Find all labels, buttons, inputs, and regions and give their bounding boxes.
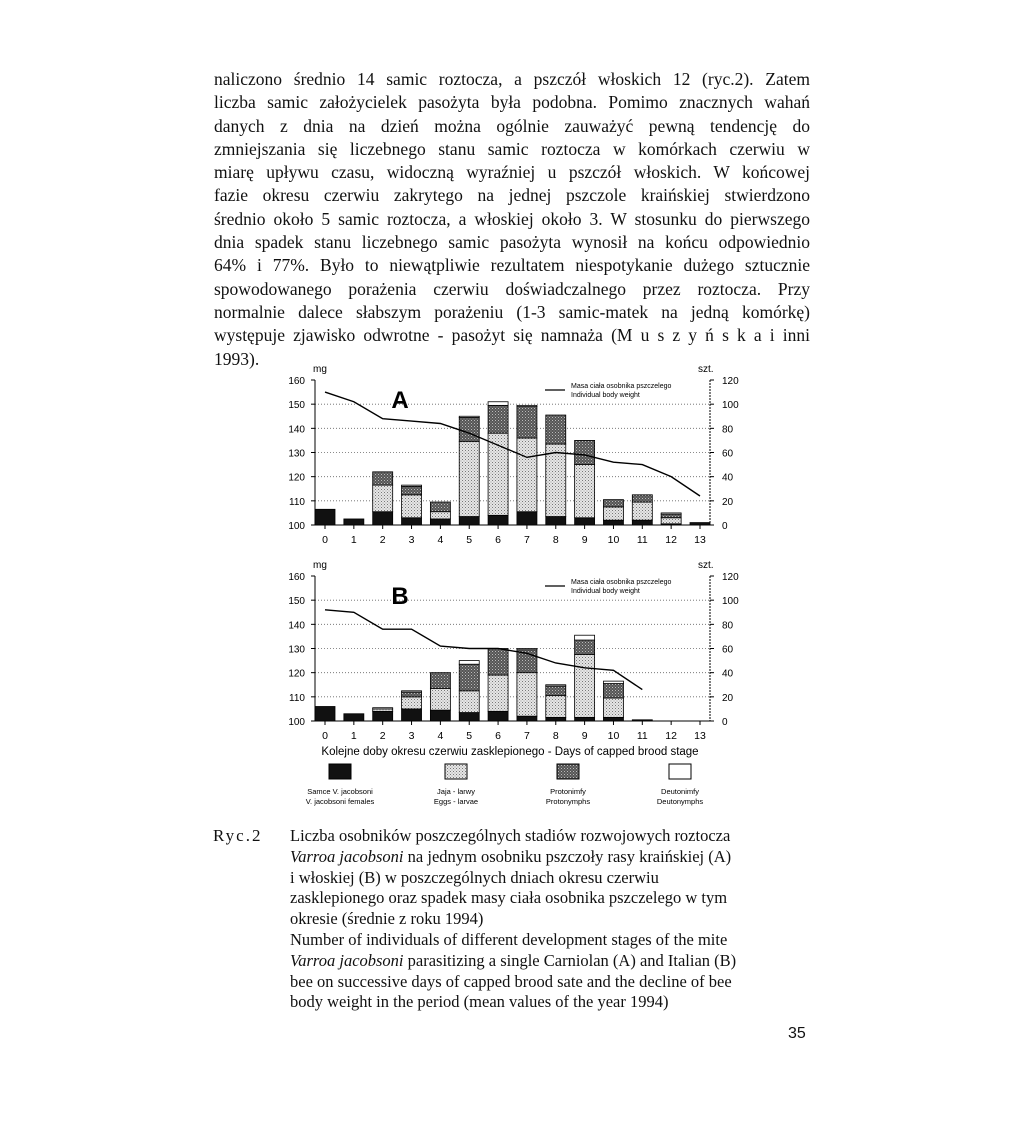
legend-label-en: V. jacobsoni females: [305, 797, 375, 806]
caption-line: [290, 826, 790, 847]
bar-segment: [632, 495, 652, 502]
paragraph-line: 64% i 77%. Było to niewątpliwie rezultatem niespotykanie dużego sztucznie: [214, 255, 810, 276]
bar-segment: [575, 717, 595, 721]
bar-segment: [459, 664, 479, 691]
left-unit-label: mg: [313, 560, 327, 571]
bar-segment: [517, 405, 537, 406]
bar-segment: [661, 518, 681, 524]
y-tick-label-right: 60: [722, 448, 734, 460]
paragraph-line: normalnie dalece słabszym porażeniu (1-3 samic-matek na jedną komórkę): [214, 301, 810, 322]
x-tick-label: 1: [350, 534, 357, 546]
paragraph-line: dnia spadek stanu liczebnego samic pasożyta wynosił na końcu odpowiednio: [214, 232, 810, 253]
bar-segment: [603, 681, 623, 683]
bar-segment: [517, 512, 537, 525]
y-tick-label-right: 20: [722, 692, 734, 704]
y-tick-label-left: 110: [289, 692, 305, 704]
bar-segment: [402, 691, 422, 692]
bar-segment: [402, 697, 422, 709]
legend-label-pl: Deutonimfy: [661, 787, 699, 796]
legend-label-pl: Jaja - larwy: [437, 787, 475, 796]
caption-line: [290, 909, 790, 930]
x-tick-label: 0: [322, 534, 328, 546]
bar-segment: [430, 673, 450, 689]
y-tick-label-left: 100: [288, 521, 305, 532]
y-tick-label-right: 120: [722, 572, 739, 583]
bar-segment: [661, 514, 681, 518]
x-tick-label: 13: [694, 534, 706, 546]
legend-line-label-pl: Masa ciała osobnika pszczelego: [571, 383, 672, 390]
bar-segment: [546, 444, 566, 516]
bar-segment: [546, 686, 566, 696]
legend-label-en: Protonymphs: [545, 797, 591, 806]
y-tick-label-left: 140: [288, 620, 305, 632]
y-tick-label-right: 0: [722, 717, 728, 728]
bar-segment: [632, 502, 652, 520]
paragraph-line: występuje zjawisko odwrotne - pasożyt się namnaża (M u s z y ń s k a i inni: [214, 325, 810, 346]
caption-text: Liczba osobników poszczególnych stadiów rozwojowych roztocza: [290, 826, 731, 845]
x-tick-label: 2: [379, 534, 386, 546]
bar-segment: [546, 517, 566, 525]
bar-segment: [402, 485, 422, 486]
bar-segment: [661, 513, 681, 514]
paragraph-line: spowodowanego porażenia czerwiu doświadczalnego przez roztocza. Przy: [214, 278, 810, 299]
y-tick-label-right: 40: [722, 668, 734, 680]
caption-text: Varroa jacobsoni: [290, 846, 404, 866]
x-tick-label: 3: [408, 730, 415, 742]
y-tick-label-right: 80: [722, 424, 734, 436]
caption-line: [290, 951, 790, 972]
caption-line: [290, 992, 790, 1013]
y-tick-label-right: 120: [722, 376, 739, 387]
caption-text: Number of individuals of different development stages of the mite: [290, 929, 728, 949]
x-tick-label: 13: [694, 730, 706, 742]
bar-segment: [488, 675, 508, 711]
bar-segment: [575, 655, 595, 718]
x-tick-label: 9: [581, 730, 588, 742]
bar-segment: [402, 709, 422, 721]
y-tick-label-left: 150: [288, 596, 305, 608]
bar-segment: [315, 707, 335, 722]
x-tick-label: 8: [552, 730, 559, 742]
x-tick-label: 9: [581, 534, 588, 546]
x-tick-label: 3: [408, 534, 415, 546]
y-tick-label-left: 150: [288, 400, 305, 412]
bar-segment: [690, 523, 710, 525]
paragraph-line: zmniejszania się liczebnego stanu samic roztocza w komórkach czerwiu w: [214, 138, 810, 159]
bar-segment: [517, 407, 537, 438]
x-tick-label: 6: [495, 730, 501, 742]
x-tick-label: 4: [437, 534, 444, 546]
x-tick-label: 10: [607, 730, 620, 742]
x-tick-label: 5: [466, 534, 473, 546]
bar-segment: [632, 520, 652, 525]
bar-segment: [430, 502, 450, 512]
bar-segment: [488, 405, 508, 433]
y-tick-label-right: 80: [722, 620, 734, 632]
x-tick-label: 12: [665, 534, 677, 546]
bar-segment: [517, 438, 537, 512]
x-tick-label: 0: [322, 730, 328, 742]
left-unit-label: mg: [313, 364, 327, 375]
bar-segment: [344, 519, 364, 525]
caption-text: zasklepionego oraz spadek masy ciała osobnika pszczelego w tym: [290, 888, 728, 908]
legend-label-en: Deutonymphs: [656, 797, 704, 806]
bar-segment: [373, 512, 393, 525]
bar-segment: [459, 417, 479, 441]
right-unit-label: szt.: [698, 560, 714, 571]
bar-segment: [517, 673, 537, 717]
y-tick-label-left: 120: [288, 472, 305, 484]
bar-segment: [373, 708, 393, 709]
bar-segment: [603, 520, 623, 525]
bar-segment: [517, 649, 537, 650]
x-tick-label: 6: [495, 534, 501, 546]
y-tick-label-left: 100: [288, 717, 305, 728]
caption-text: parasitizing a single Carniolan (A) and Italian (B): [403, 950, 737, 970]
bar-segment: [546, 696, 566, 718]
x-tick-label: 7: [524, 730, 530, 742]
paragraph-line: liczba samic założycielek pasożyta była podobna. Pomimo znacznych wahań: [214, 92, 810, 113]
bar-segment: [575, 635, 595, 640]
bar-segment: [488, 402, 508, 406]
legend-line-label-en: Individual body weight: [571, 588, 640, 595]
bar-segment: [373, 485, 393, 512]
bar-segment: [603, 717, 623, 721]
caption-line: [290, 972, 790, 993]
bar-segment: [517, 716, 537, 721]
caption-line: [290, 888, 790, 909]
caption-line: [290, 930, 790, 951]
bar-segment: [488, 649, 508, 676]
bar-segment: [603, 698, 623, 717]
x-tick-label: 7: [524, 534, 530, 546]
legend-swatch: [329, 764, 351, 779]
bar-segment: [315, 509, 335, 525]
panel-label: A: [391, 387, 409, 414]
bar-segment: [459, 713, 479, 721]
chart-panel-b: [288, 560, 739, 742]
x-tick-label: 1: [350, 730, 357, 742]
legend-label-pl: Protonimfy: [550, 787, 586, 796]
figure-caption: [290, 826, 790, 1013]
bar-segment: [546, 415, 566, 444]
legend-line-label-pl: Masa ciała osobnika pszczelego: [571, 579, 672, 586]
bar-segment: [575, 440, 595, 464]
caption-line: [290, 868, 790, 889]
y-tick-label-left: 160: [288, 376, 305, 387]
bar-segment: [459, 517, 479, 525]
bar-segment: [459, 442, 479, 517]
caption-label: Ryc.2: [213, 826, 263, 845]
bar-segment: [488, 515, 508, 525]
caption-text: Varroa jacobsoni: [290, 950, 404, 970]
caption-text: body weight in the period (mean values of the year 1994): [290, 992, 669, 1012]
bar-segment: [373, 472, 393, 485]
y-tick-label-right: 40: [722, 472, 734, 484]
paragraph-line: danych z dnia na dzień można ogólnie zauważyć pewną tendencję do: [214, 115, 810, 136]
bar-segment: [344, 714, 364, 721]
bar-segment: [459, 416, 479, 417]
bar-segment: [546, 717, 566, 721]
bar-segment: [402, 692, 422, 697]
y-tick-label-left: 130: [288, 448, 305, 460]
bar-segment: [459, 691, 479, 713]
bar-segment: [459, 661, 479, 665]
right-unit-label: szt.: [698, 364, 714, 375]
paragraph-line: naliczono średnio 14 samic roztocza, a pszczół włoskich 12 (ryc.2). Zatem: [214, 69, 810, 89]
legend-label-en: Eggs - larvae: [433, 797, 479, 806]
y-tick-label-right: 100: [722, 596, 739, 608]
y-tick-label-right: 20: [722, 496, 734, 508]
bar-segment: [373, 711, 393, 721]
bar-segment: [603, 684, 623, 699]
x-tick-label: 4: [437, 730, 444, 742]
bar-segment: [546, 685, 566, 686]
y-tick-label-left: 110: [289, 496, 305, 508]
figure-legend: [306, 764, 704, 806]
caption-line: [290, 847, 790, 868]
x-tick-label: 8: [552, 534, 559, 546]
x-tick-label: 5: [466, 730, 473, 742]
chart-panel-a: [288, 364, 739, 546]
bar-segment: [430, 710, 450, 721]
caption-text: bee on successive days of capped brood sate and the decline of bee: [290, 971, 732, 991]
bar-segment: [402, 486, 422, 494]
bar-segment: [575, 465, 595, 518]
y-tick-label-left: 130: [288, 644, 305, 656]
x-tick-label: 11: [636, 534, 648, 546]
x-tick-label: 10: [607, 534, 620, 546]
page-number: 35: [788, 1025, 806, 1042]
bar-segment: [430, 512, 450, 519]
caption-text: okresie (średnie z roku 1994): [290, 909, 484, 929]
paragraph-line: 1993).: [214, 348, 260, 369]
x-tick-label: 2: [379, 730, 386, 742]
paragraph-line: miarę upływu czasu, widoczną wyraźniej u pszczół włoskich. W końcowej: [214, 162, 810, 183]
y-tick-label-left: 160: [288, 572, 305, 583]
y-tick-label-right: 60: [722, 644, 734, 656]
bar-segment: [603, 500, 623, 507]
caption-text: na jednym osobniku pszczoły rasy kraińskiej (A): [403, 846, 732, 866]
legend-swatch: [557, 764, 579, 779]
y-tick-label-left: 120: [288, 668, 305, 680]
caption-text: i włoskiej (B) w poszczególnych dniach okresu czerwiu: [290, 867, 659, 887]
legend-line-label-en: Individual body weight: [571, 392, 640, 399]
bar-segment: [632, 720, 652, 721]
x-tick-label: 12: [665, 730, 677, 742]
y-tick-label-right: 0: [722, 521, 728, 532]
bar-segment: [430, 688, 450, 710]
bar-segment: [402, 518, 422, 525]
bar-segment: [603, 507, 623, 520]
legend-swatch: [445, 764, 467, 779]
legend-label-pl: Samce V. jacobsoni: [307, 787, 373, 796]
y-tick-label-left: 140: [288, 424, 305, 436]
bar-segment: [402, 495, 422, 518]
paragraph-line: fazie okresu czerwiu zakrytego na jednej pszczole kraińskiej stwierdzono: [214, 185, 810, 206]
x-axis-label: Kolejne doby okresu czerwiu zasklepionego - Days of capped brood stage: [321, 746, 699, 758]
bar-segment: [575, 518, 595, 525]
y-tick-label-right: 100: [722, 400, 739, 412]
bar-segment: [430, 519, 450, 525]
legend-swatch: [669, 764, 691, 779]
bar-segment: [575, 640, 595, 655]
panel-label: B: [391, 583, 409, 610]
paragraph-line: średnio około 5 samic roztocza, a włoskiej około 3. W stosunku do pierwszego: [214, 208, 810, 229]
x-tick-label: 11: [636, 730, 648, 742]
bar-segment: [488, 711, 508, 721]
